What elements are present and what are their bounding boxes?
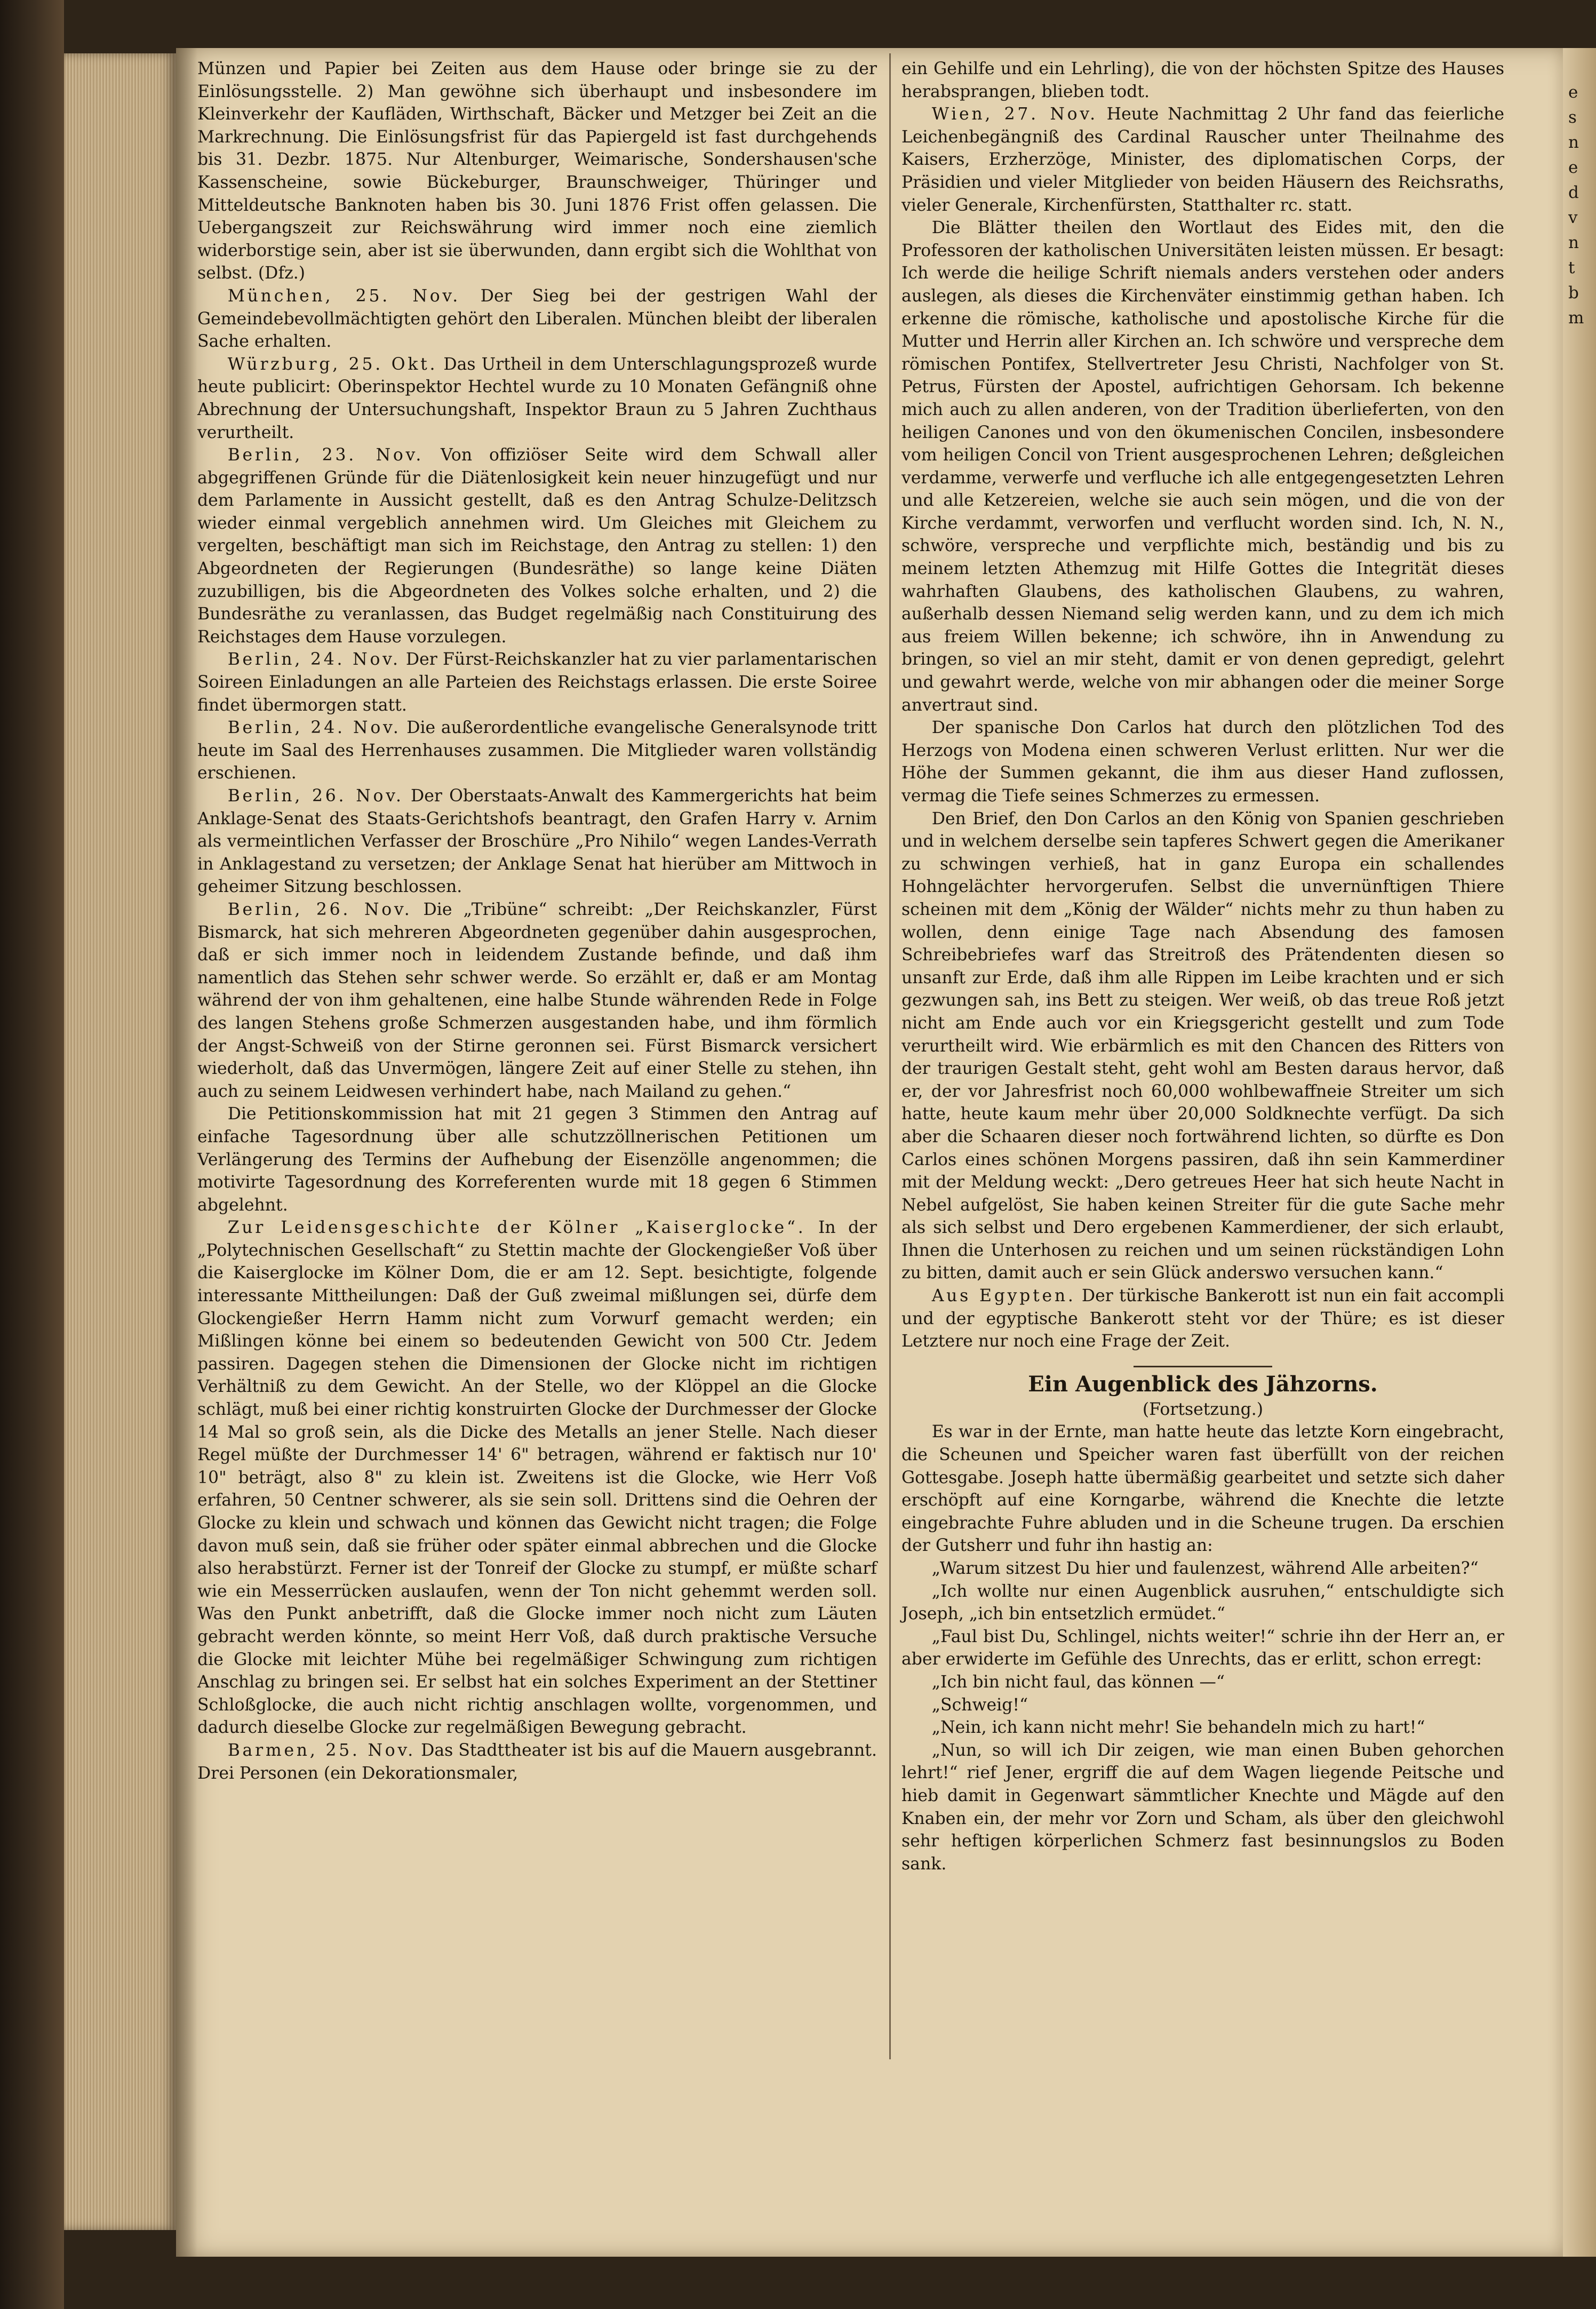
next-page-edge <box>1563 48 1596 2257</box>
feuilleton-paragraph: Es war in der Ernte, man hatte heute das letzte Korn eingebracht, die Scheunen und Speicher waren fast überfüllt von der reichen Gottesgabe. Joseph hatte übermäßig gearbeitet und setzte sich daher erschöpft auf eine Korngarbe, während die Knechte die letzte eingebrachte Fuhre abluden und in die Scheune trugen. Da erschien der Gutsherr und fuhr ihn hastig an: <box>901 1422 1504 1556</box>
next-page-text-fragments <box>1568 80 1595 331</box>
article-text: Der Oberstaats-Anwalt des Kammergerichts hat beim Anklage-Senat des Staats-Gerichtshofs beantragt, den Grafen Harry v. Arnim als vermeintlichen Verfasser der Broschüre „Pro Nihilo“ wegen Landes-Verrath in Anklagestand zu versetzen; der Anklage Senat hat hierüber am Mittwoch in geheimer Sitzung beschlossen. <box>197 786 877 897</box>
article-text: Der türkische Bankerott ist nun ein fait accompli und der egyptische Bankerott steht vor der Thüre; es ist dieser Letztere nur noch eine Frage der Zeit. <box>901 1286 1504 1351</box>
column-divider <box>889 53 891 2059</box>
article-text: Den Brief, den Don Carlos an den König von Spanien geschrieben und in welchem derselbe sein tapferes Schwert gegen die Amerikaner zu schwingen verhieß, hat in ganz Europa ein schallendes Hohngelächter hervorgerufen. Selbst die unvernünftigen Thiere scheinen mit dem „König der Wälder“ nichts mehr zu thun haben zu wollen, denn einige Tage nach Absendung des famosen Schreibebriefes warf das Streitroß des Prätendenten diesen so unsanft zur Erde, daß ihm alle Rippen im Leibe krachten und er sich gezwungen sah, ins Bett zu steigen. Wer weiß, ob das treue Roß jetzt nicht am Ende auch vor ein Kriegsgericht gestellt und zum Tode verurtheilt wird. Wie erbärmlich es mit den Chancen des Ritters von der traurigen Gestalt steht, geht wohl am Besten daraus hervor, daß er, der vor Jahresfrist noch 60,000 wohlbewaffneie Streiter um sich hatte, heute kaum mehr über 20,000 Soldknechte verfügt. Da sich aber die Schaaren dieser noch fortwährend lichten, so dürfte es Don Carlos eines schönen Morgens passiren, daß ihn sein Kammerdiner mit der Meldung weckt: „Dero getreues Heer hat sich heute Nacht in Nebel aufgelöst, Sie haben keinen Streiter für die gute Sache mehr als sich selbst und Dero ergebenen Kammerdiener, der sich erlaubt, Ihnen die Unterhosen zu reichen und um seinen rückständigen Lohn zu bitten, damit auch er sein Glück anderswo versuchen kann.“ <box>901 809 1504 1283</box>
edge-fragment: t <box>1568 258 1575 277</box>
feuilleton-paragraph: „Faul bist Du, Schlingel, nichts weiter!“ schrie ihn der Herr an, er aber erwiderte im Gefühle des Unrechts, das er erlitt, schon erregt: <box>901 1627 1504 1669</box>
feuilleton-paragraph: „Nun, so will ich Dir zeigen, wie man einen Buben gehorchen lehrt!“ rief Jener, ergriff die auf dem Wagen liegende Peitsche und hieb damit in Gegenwart sämmtlicher Knechte und Mägde auf den Knaben ein, der mehr vor Zorn und Scham, als über den gleichwohl sehr heftigen körperlichen Schmerz fast besinnungslos zu Boden sank. <box>901 1740 1504 1874</box>
edge-fragment: d <box>1568 183 1579 202</box>
article-paragraph <box>901 58 1504 103</box>
edge-fragment: b <box>1568 283 1579 302</box>
edge-fragment: n <box>1568 233 1579 252</box>
book-spine-shadow <box>0 0 64 2309</box>
article-dateline: Barmen, 25. Nov. <box>227 1740 416 1760</box>
article-paragraph <box>197 785 877 898</box>
article-paragraph <box>901 808 1504 1285</box>
edge-fragment: e <box>1568 158 1578 177</box>
article-dateline: Berlin, 24. Nov. <box>227 650 401 670</box>
feuilleton-paragraph: „Warum sitzest Du hier und faulenzest, während Alle arbeiten?“ <box>931 1559 1479 1578</box>
feuilleton-paragraph: „Ich bin nicht faul, das können —“ <box>931 1672 1225 1692</box>
edge-fragment: m <box>1568 308 1584 328</box>
article-paragraph <box>197 444 877 648</box>
article-dateline: Würzburg, 25. Okt. <box>227 354 438 374</box>
article-text: Heute Nachmittag 2 Uhr fand das feierliche Leichenbegängniß des Cardinal Rauscher unter Theilnahme des Kaisers, Erzherzöge, Minister, des diplomatischen Corps, der Präsidien und vieler Mitglieder von beiden Häusern des Reichsraths, vieler Generale, Kirchenfürsten, Statthalter rc. statt. <box>901 105 1505 215</box>
article-paragraph <box>901 103 1504 217</box>
edge-fragment: e <box>1568 83 1578 102</box>
feuilleton-paragraph: „Schweig!“ <box>931 1695 1028 1715</box>
article-text: ein Gehilfe und ein Lehrling), die von der höchsten Spitze des Hauses herabsprangen, blieben todt. <box>901 59 1504 101</box>
article-text: Von offiziöser Seite wird dem Schwall aller abgegriffenen Gründe für die Diätenlosigkeit kein neuer hinzugefügt und nur dem Parlamente in Aussicht gestellt, daß es den Antrag Schulze-Delitzsch wieder einmal vergeblich annehmen wird. Um Gleiches mit Gleichem zu vergelten, beschäftigt man sich im Reichstage, den Antrag zu stellen: 1) den Abgeordneten der Regierungen (Bundesräthe) so lange keine Diäten zuzubilligen, bis die Abgeordneten des Volkes solche erhalten, und 2) die Bundesräthe zu veranlassen, das Budget regelmäßig nach Constituirung des Reichstages dem Hause vorzulegen. <box>197 445 877 647</box>
feuilleton-subtitle: (Fortsetzung.) <box>1142 1399 1264 1419</box>
right-column <box>901 58 1504 1875</box>
article-text: Die Petitionskommission hat mit 21 gegen 3 Stimmen den Antrag auf einfache Tagesordnung über alle schutzzöllnerischen Petitionen um Verlängerung des Termins der Aufhebung der Eisenzölle angenommen; die motivirte Tagesordnung des Korreferenten wurde mit 18 gegen 6 Stimmen abgelehnt. <box>197 1104 877 1215</box>
article-text: Münzen und Papier bei Zeiten aus dem Hause oder bringe sie zu der Einlösungsstelle. 2) Man gewöhne sich überhaupt und insbesondere im Kleinverkehr der Kaufläden, Wirthschaft, Bäcker und Metzger bei Zeit an die Markrechnung. Die Einlösungsfrist für das Papiergeld ist fast durchgehends bis 31. Dezbr. 1875. Nur Altenburger, Weimarische, Sondershausen'sche Kassenscheine, sowie Bückeburger, Braunschweiger, Thüringer und Mitteldeutsche Banknoten haben bis 30. Juni 1876 Frist offen gelassen. Die Uebergangszeit zur Reichswährung wird immer noch eine ziemlich widerborstige sein, aber ist sie überwunden, dann ergibt sich die Wohlthat von selbst. (Dfz.) <box>197 59 877 283</box>
edge-fragment: v <box>1568 208 1578 227</box>
article-paragraph <box>197 898 877 1103</box>
article-text: In der „Polytechnischen Gesellschaft“ zu Stettin machte der Glockengießer Voß über die Kaiserglocke im Kölner Dom, die er am 12. Sept. besichtigte, folgende interessante Mittheilungen: Daß der Guß zweimal mißlungen sei, dürfe dem Glockengießer Herrn Hamm nicht zum Vorwurf gemacht werden; ein Mißlingen könne bei einem so bedeutenden Gewicht von 500 Ctr. Jedem passiren. Dagegen stehen die Dimensionen der Glocke nicht im richtigen Verhältniß zu dem Gewicht. An der Stelle, wo der Klöppel an die Glocke schlägt, muß bei einer richtig konstruirten Glocke der Durchmesser der Glocke 14 Mal so groß sein, als die Dicke des Metalls an jener Stelle. Nach dieser Regel müßte der Durchmesser 14' 6" betragen, während er faktisch nur 10' 10" beträgt, also 8" zu klein ist. Zweitens ist die Glocke, wie Herr Voß erfahren, 50 Centner schwerer, als sie sein soll. Drittens sind die Oehren der Glocke zu klein und schwach und können das Gewicht nicht tragen; die Folge davon muß sein, daß sie früher oder später einmal abbrechen und die Glocke also herabstürzt. Ferner ist der Tonreif der Glocke zu stumpf, er müßte scharf wie ein Messerrücken auslaufen, wenn der Ton nicht gehemmt werden soll. Was den Punkt anbetrifft, daß die Glocke immer noch nicht zum Läuten gebracht werden könnte, so meint Herr Voß, daß durch praktische Versuche die Glocke mit leichter Mühe bei regelmäßiger Schwingung zum richtigen Anschlag zu bringen sei. Er selbst hat ein solches Experiment an der Stettiner Schloßglocke, die auch nicht richtig anschlagen wollte, vorgenommen, und dadurch dieselbe Glocke zur regelmäßigen Bewegung gebracht. <box>197 1218 877 1738</box>
gutter-shadow <box>176 48 197 2257</box>
article-text: Der Sieg bei der gestrigen Wahl der Gemeindebevollmächtigten gehört den Liberalen. München bleibt der liberalen Sache erhalten. <box>197 286 877 352</box>
article-paragraph <box>197 1216 877 1739</box>
article-text: Der spanische Don Carlos hat durch den plötzlichen Tod des Herzogs von Modena einen schweren Verlust erlitten. Nur wer die Höhe der Summen gekannt, die ihm aus dieser Hand zuflossen, vermag die Tiefe seines Schmerzes zu ermessen. <box>901 718 1504 806</box>
book-page-edges <box>64 53 176 2230</box>
feuilleton-paragraph: „Ich wollte nur einen Augenblick ausruhen,“ entschuldigte sich Joseph, „ich bin entsetzlich ermüdet.“ <box>901 1581 1504 1624</box>
article-paragraph <box>901 1285 1504 1353</box>
section-rule <box>1134 1366 1272 1367</box>
article-dateline: Berlin, 24. Nov. <box>227 718 401 738</box>
article-paragraph <box>197 285 877 353</box>
article-text: Das Stadttheater ist bis auf die Mauern ausgebrannt. Drei Personen (ein Dekorationsmaler, <box>197 1740 877 1783</box>
article-paragraph <box>901 716 1504 807</box>
article-paragraph <box>197 648 877 716</box>
article-paragraph <box>197 716 877 785</box>
article-paragraph <box>197 58 877 285</box>
feuilleton-paragraph: „Nein, ich kann nicht mehr! Sie behandeln mich zu hart!“ <box>931 1718 1425 1738</box>
article-dateline: Aus Egypten. <box>931 1286 1076 1306</box>
edge-fragment: n <box>1568 133 1579 152</box>
article-text: Die außerordentliche evangelische Generalsynode tritt heute im Saal des Herrenhauses zusammen. Die Mitglieder waren vollständig erschienen. <box>197 718 877 783</box>
article-text: Das Urtheil in dem Unterschlagungsprozeß wurde heute publicirt: Oberinspektor Hechtel wurde zu 10 Monaten Gefängniß ohne Abrechnung der Untersuchungshaft, Inspektor Braun zu 5 Jahren Zuchthaus verurtheilt. <box>197 354 877 442</box>
article-paragraph <box>197 1739 877 1785</box>
article-text: Der Fürst-Reichskanzler hat zu vier parlamentarischen Soireen Einladungen an alle Parteien des Reichstags erlassen. Die erste Soiree findet übermorgen statt. <box>197 650 877 715</box>
article-dateline: Berlin, 26. Nov. <box>227 786 404 806</box>
article-dateline: Berlin, 23. Nov. <box>227 445 424 465</box>
article-text: Die Blätter theilen den Wortlaut des Eides mit, den die Professoren der katholischen Universitäten leisten müssen. Er besagt: Ich werde die heilige Schrift niemals anders verstehen oder anders auslegen, als dieses die Kirchenväter einstimmig gethan haben. Ich erkenne die römische, katholische und apostolische Kirche für die Mutter und Herrin aller Kirchen an. Ich schwöre und verspreche dem römischen Pontifex, Stellvertreter Jesu Christi, Nachfolger von St. Petrus, Fürsten der Apostel, aufrichtigen Gehorsam. Ich bekenne mich auch zu allen anderen, von der Tradition überlieferten, von den heiligen Canones und von den ökumenischen Concilen, insbesondere vom heiligen Concil von Trient ausgesprochenen Lehren; deßgleichen verdamme, verwerfe und verfluche ich alle entgegengesetzten Lehren und alle Ketzereien, welche sie auch sein mögen, und die von der Kirche verdammt, verworfen und verflucht worden sind. Ich, N. N., schwöre, verspreche und verpflichte mich, beständig und bis zu meinem letzten Athemzug mit Hilfe Gottes die Integrität dieses wahrhaften Glaubens, des katholischen Glaubens, zu wahren, außerhalb dessen Niemand selig werden kann, und zu dem ich mich aus freiem Willen bekenne; ich schwöre, ihn in Anwendung zu bringen, so viel an mir steht, damit er von denen gepredigt, gelehrt und gewahrt werde, welche von mir abhangen oder die meiner Sorge anvertraut sind. <box>901 218 1504 715</box>
feuilleton-title: Ein Augenblick des Jähzorns. <box>1028 1371 1378 1397</box>
article-dateline: Wien, 27. Nov. <box>931 105 1098 124</box>
edge-fragment: s <box>1568 108 1577 127</box>
article-text: Die „Tribüne“ schreibt: „Der Reichskanzler, Fürst Bismarck, hat sich mehreren Abgeordneten gegenüber dahin ausgesprochen, daß er sich immer noch in leidendem Zustande befinde, und daß ihm namentlich das Stehen sehr schwer werde. So erzählt er, daß er am Montag während der von ihm gehaltenen, eine halbe Stunde währenden Rede in Folge des langen Stehens große Schmerzen ausgestanden habe, und ihm förmlich der Angst-Schweiß von der Stirne geronnen sei. Fürst Bismarck versichert wiederholt, daß das Unvermögen, längere Zeit auf einer Stelle zu stehen, ihn auch zu seinem Leidwesen verhindert habe, nach Mailand zu gehen.“ <box>197 899 877 1101</box>
left-column <box>197 58 877 1785</box>
article-dateline: München, 25. Nov. <box>227 286 460 306</box>
article-dateline: Zur Leidensgeschichte der Kölner „Kaiserglocke“. <box>227 1218 806 1238</box>
article-dateline: Berlin, 26. Nov. <box>227 899 412 919</box>
article-paragraph <box>901 217 1504 716</box>
article-paragraph <box>197 1103 877 1216</box>
article-paragraph <box>197 353 877 444</box>
